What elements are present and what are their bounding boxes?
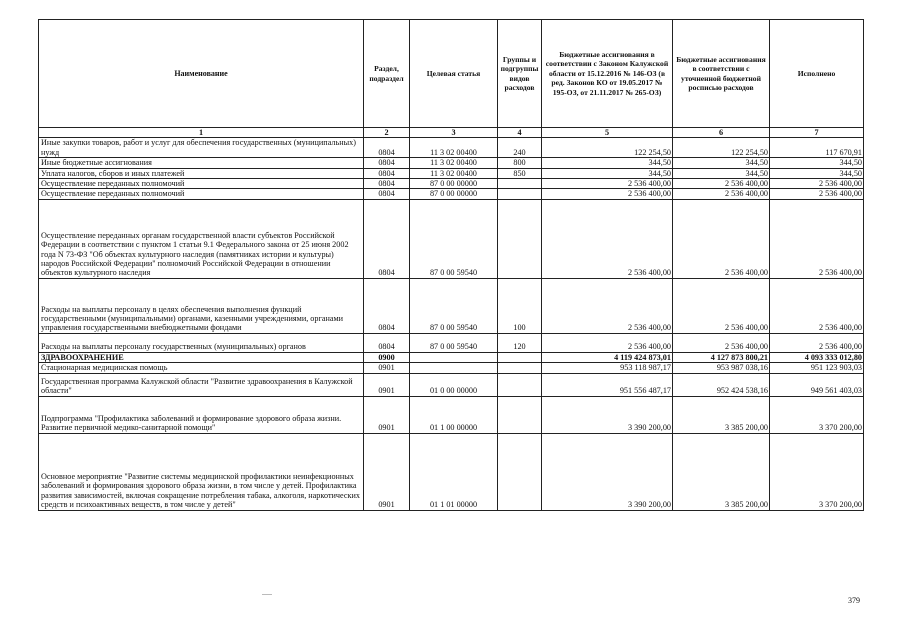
row-assigned-amount: 2 536 400,00 (542, 278, 673, 333)
row-refined-amount: 2 536 400,00 (673, 199, 770, 278)
page-number: 379 (848, 596, 860, 605)
row-target-article (410, 363, 498, 373)
row-section: 0804 (364, 138, 410, 158)
column-number: 6 (673, 128, 770, 138)
table-row (39, 373, 864, 396)
row-name: Осуществление переданных органам государственной власти субъектов Российской Федерации в соответствии с пунктом 1 статьи 9.1 Федерального закона от 25 июня 2002 года N 73-ФЗ "Об объектах культурного наследия (памятниках истории и культуры) народов Российской Федерации" полномочий Российской Федерации в отношении объектов культурного наследия (39, 199, 364, 278)
table-row (39, 168, 864, 178)
row-name: Основное мероприятие "Развитие системы медицинской профилактики неинфекционных заболеваний и формирования здорового образа жизни, в том числе у детей. Профилактика развития зависимостей, включая сокращение потребления табака, алкоголя, наркотических средств и психоактивных веществ, в том числе у детей" (39, 433, 364, 510)
row-target-article (410, 352, 498, 362)
row-section: 0901 (364, 363, 410, 373)
row-expense-group: 850 (498, 168, 542, 178)
row-expense-group (498, 396, 542, 433)
row-target-article: 11 3 02 00400 (410, 168, 498, 178)
row-executed-amount: 2 536 400,00 (770, 179, 864, 189)
row-refined-amount: 4 127 873 800,21 (673, 352, 770, 362)
table-row (39, 189, 864, 199)
row-refined-amount: 2 536 400,00 (673, 333, 770, 352)
row-executed-amount: 2 536 400,00 (770, 199, 864, 278)
row-executed-amount: 117 670,91 (770, 138, 864, 158)
row-name: Расходы на выплаты персоналу в целях обеспечения выполнения функций государственными (муниципальными) органами, казенными учреждениями, органами управления государственными внебюджетными фондами (39, 278, 364, 333)
column-number: 7 (770, 128, 864, 138)
row-expense-group: 240 (498, 138, 542, 158)
row-refined-amount: 2 536 400,00 (673, 189, 770, 199)
row-target-article: 87 0 00 59540 (410, 199, 498, 278)
row-assigned-amount: 344,50 (542, 168, 673, 178)
row-expense-group (498, 199, 542, 278)
row-executed-amount: 344,50 (770, 168, 864, 178)
row-section: 0804 (364, 189, 410, 199)
row-refined-amount: 953 987 038,16 (673, 363, 770, 373)
table-row (39, 138, 864, 158)
row-target-article: 87 0 00 00000 (410, 189, 498, 199)
row-name: Стационарная медицинская помощь (39, 363, 364, 373)
row-assigned-amount: 2 536 400,00 (542, 333, 673, 352)
row-section: 0804 (364, 158, 410, 168)
row-section: 0804 (364, 199, 410, 278)
row-target-article: 01 1 00 00000 (410, 396, 498, 433)
row-assigned-amount: 3 390 200,00 (542, 433, 673, 510)
row-executed-amount: 3 370 200,00 (770, 433, 864, 510)
table-row (39, 199, 864, 278)
row-executed-amount: 344,50 (770, 158, 864, 168)
row-assigned-amount: 122 254,50 (542, 138, 673, 158)
row-target-article: 01 1 01 00000 (410, 433, 498, 510)
header-executed: Исполнено (770, 20, 864, 128)
table-row (39, 396, 864, 433)
table-row (39, 363, 864, 373)
row-name: Подпрограмма "Профилактика заболеваний и формирование здорового образа жизни. Развитие первичной медико-санитарной помощи" (39, 396, 364, 433)
header-assigned: Бюджетные ассигнования в соответствии с Законом Калужской области от 15.12.2016 № 146-ОЗ (в ред. Законов КО от 19.05.2017 № 195-ОЗ, от 21.11.2017 № 265-ОЗ) (542, 20, 673, 128)
row-assigned-amount: 4 119 424 873,01 (542, 352, 673, 362)
table-row (39, 278, 864, 333)
row-expense-group (498, 179, 542, 189)
row-refined-amount: 344,50 (673, 168, 770, 178)
column-number: 3 (410, 128, 498, 138)
row-target-article: 11 3 02 00400 (410, 158, 498, 168)
row-refined-amount: 122 254,50 (673, 138, 770, 158)
row-executed-amount: 949 561 403,03 (770, 373, 864, 396)
row-expense-group (498, 363, 542, 373)
header-name: Наименование (39, 20, 364, 128)
row-section: 0901 (364, 433, 410, 510)
row-assigned-amount: 2 536 400,00 (542, 179, 673, 189)
row-executed-amount: 2 536 400,00 (770, 333, 864, 352)
row-assigned-amount: 3 390 200,00 (542, 396, 673, 433)
row-section: 0804 (364, 168, 410, 178)
table-row (39, 352, 864, 362)
row-refined-amount: 344,50 (673, 158, 770, 168)
row-name: Расходы на выплаты персоналу государственных (муниципальных) органов (39, 333, 364, 352)
row-name: Государственная программа Калужской области "Развитие здравоохранения в Калужской области" (39, 373, 364, 396)
header-target: Целевая статья (410, 20, 498, 128)
column-number: 1 (39, 128, 364, 138)
header-refined: Бюджетные ассигнования в соответствии с уточненной бюджетной росписью расходов (673, 20, 770, 128)
header-group: Группы и подгруппы видов расходов (498, 20, 542, 128)
row-executed-amount: 2 536 400,00 (770, 189, 864, 199)
row-executed-amount: 3 370 200,00 (770, 396, 864, 433)
row-name: Осуществление переданных полномочий (39, 179, 364, 189)
row-target-article: 11 3 02 00400 (410, 138, 498, 158)
row-refined-amount: 2 536 400,00 (673, 278, 770, 333)
row-expense-group: 120 (498, 333, 542, 352)
row-target-article: 87 0 00 59540 (410, 278, 498, 333)
table-body (39, 138, 864, 510)
column-number-row (39, 128, 864, 138)
row-section: 0900 (364, 352, 410, 362)
row-target-article: 87 0 00 00000 (410, 179, 498, 189)
column-number: 5 (542, 128, 673, 138)
row-executed-amount: 2 536 400,00 (770, 278, 864, 333)
scan-mark (262, 594, 272, 595)
row-name: Иные бюджетные ассигнования (39, 158, 364, 168)
row-expense-group: 800 (498, 158, 542, 168)
row-assigned-amount: 953 118 987,17 (542, 363, 673, 373)
row-expense-group: 100 (498, 278, 542, 333)
row-refined-amount: 952 424 538,16 (673, 373, 770, 396)
row-name: Иные закупки товаров, работ и услуг для обеспечения государственных (муниципальных) нужд (39, 138, 364, 158)
row-name: ЗДРАВООХРАНЕНИЕ (39, 352, 364, 362)
row-expense-group (498, 373, 542, 396)
row-refined-amount: 2 536 400,00 (673, 179, 770, 189)
table-row (39, 179, 864, 189)
header-section: Раздел, подраздел (364, 20, 410, 128)
row-name: Уплата налогов, сборов и иных платежей (39, 168, 364, 178)
row-section: 0901 (364, 373, 410, 396)
table-row (39, 433, 864, 510)
row-assigned-amount: 951 556 487,17 (542, 373, 673, 396)
row-refined-amount: 3 385 200,00 (673, 433, 770, 510)
row-section: 0804 (364, 333, 410, 352)
row-refined-amount: 3 385 200,00 (673, 396, 770, 433)
row-target-article: 01 0 00 00000 (410, 373, 498, 396)
budget-table (38, 19, 864, 511)
row-assigned-amount: 2 536 400,00 (542, 189, 673, 199)
row-executed-amount: 4 093 333 012,80 (770, 352, 864, 362)
column-number: 4 (498, 128, 542, 138)
row-expense-group (498, 433, 542, 510)
row-expense-group (498, 189, 542, 199)
row-section: 0804 (364, 278, 410, 333)
row-assigned-amount: 2 536 400,00 (542, 199, 673, 278)
column-number: 2 (364, 128, 410, 138)
row-section: 0901 (364, 396, 410, 433)
row-section: 0804 (364, 179, 410, 189)
table-row (39, 333, 864, 352)
header-row (39, 20, 864, 128)
table-row (39, 158, 864, 168)
budget-table-sheet (38, 19, 863, 511)
row-target-article: 87 0 00 59540 (410, 333, 498, 352)
row-expense-group (498, 352, 542, 362)
row-name: Осуществление переданных полномочий (39, 189, 364, 199)
row-assigned-amount: 344,50 (542, 158, 673, 168)
row-executed-amount: 951 123 903,03 (770, 363, 864, 373)
